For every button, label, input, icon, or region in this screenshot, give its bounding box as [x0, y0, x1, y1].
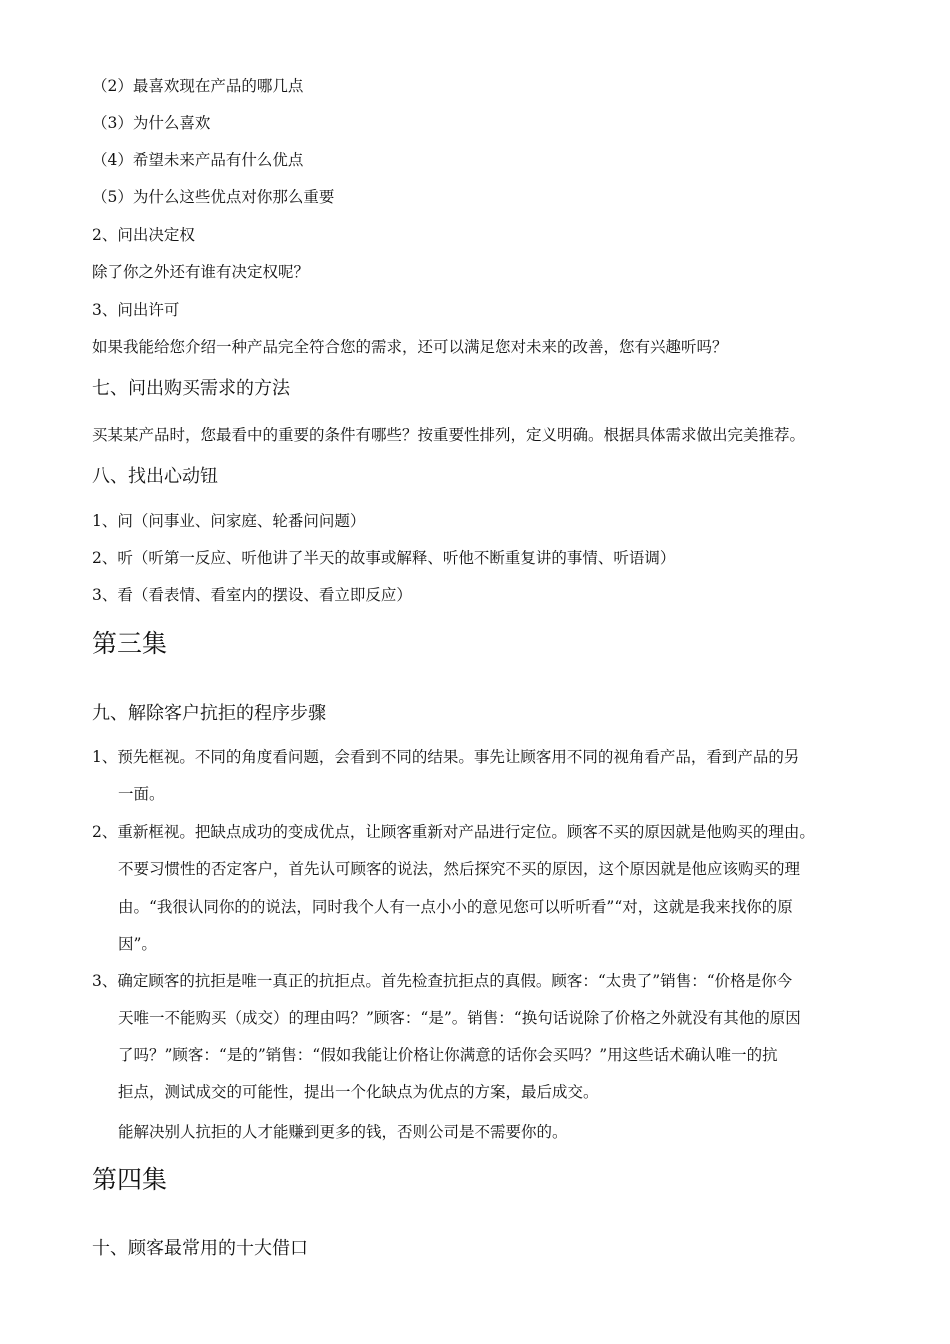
list-item-continuation: 一面。 — [118, 785, 165, 803]
list-item: 2、听（听第一反应、听他讲了半天的故事或解释、听他不断重复讲的事情、听语调） — [92, 549, 676, 567]
list-item: （3）为什么喜欢 — [92, 114, 211, 132]
episode-title: 第四集 — [92, 1165, 168, 1194]
list-item: 3、确定顾客的抗拒是唯一真正的抗拒点。首先检查抗拒点的真假。顾客：“太贵了”销售：“价格是你今 — [92, 972, 793, 990]
list-item-continuation: 因”。 — [118, 935, 157, 953]
section-heading: 九、解除客户抗拒的程序步骤 — [92, 703, 326, 724]
paragraph: 买某某产品时，您最看中的重要的条件有哪些？按重要性排列，定义明确。根据具体需求做出完美推荐。 — [92, 426, 806, 444]
list-item-continuation: 天唯一不能购买（成交）的理由吗？”顾客：“是”。销售：“换句话说除了价格之外就没有其他的原因 — [118, 1009, 801, 1027]
section-heading: 八、找出心动钮 — [92, 466, 218, 487]
list-item-continuation: 了吗？”顾客：“是的”销售：“假如我能让价格让你满意的话你会买吗？”用这些话术确认唯一的抗 — [118, 1046, 778, 1064]
episode-title: 第三集 — [92, 629, 168, 658]
list-item: （5）为什么这些优点对你那么重要 — [92, 188, 335, 206]
list-item: 1、预先框视。不同的角度看问题，会看到不同的结果。事先让顾客用不同的视角看产品，看到产品的另 — [92, 748, 800, 766]
list-item-continuation: 不要习惯性的否定客户，首先认可顾客的说法，然后探究不买的原因，这个原因就是他应该购买的理 — [118, 860, 801, 878]
list-item: 3、问出许可 — [92, 301, 180, 319]
list-item: 3、看（看表情、看室内的摆设、看立即反应） — [92, 586, 412, 604]
list-item: 2、问出决定权 — [92, 226, 195, 244]
list-item-continuation: 拒点，测试成交的可能性，提出一个化缺点为优点的方案，最后成交。 — [118, 1083, 599, 1101]
section-heading: 七、问出购买需求的方法 — [92, 378, 290, 399]
section-heading: 十、顾客最常用的十大借口 — [92, 1238, 308, 1259]
paragraph: 能解决别人抗拒的人才能赚到更多的钱，否则公司是不需要你的。 — [118, 1123, 568, 1141]
list-item: （4）希望未来产品有什么优点 — [92, 151, 304, 169]
list-item: （2）最喜欢现在产品的哪几点 — [92, 77, 304, 95]
list-item: 1、问（问事业、问家庭、轮番问问题） — [92, 512, 366, 530]
list-item-continuation: 由。“我很认同你的的说法，同时我个人有一点小小的意见您可以听听看”“对，这就是我来找你的原 — [118, 898, 793, 916]
list-item: 2、重新框视。把缺点成功的变成优点，让顾客重新对产品进行定位。顾客不买的原因就是他购买的理由。 — [92, 823, 815, 841]
paragraph: 除了你之外还有谁有决定权呢？ — [92, 263, 310, 281]
paragraph: 如果我能给您介绍一种产品完全符合您的需求，还可以满足您对未来的改善，您有兴趣听吗？ — [92, 338, 728, 356]
